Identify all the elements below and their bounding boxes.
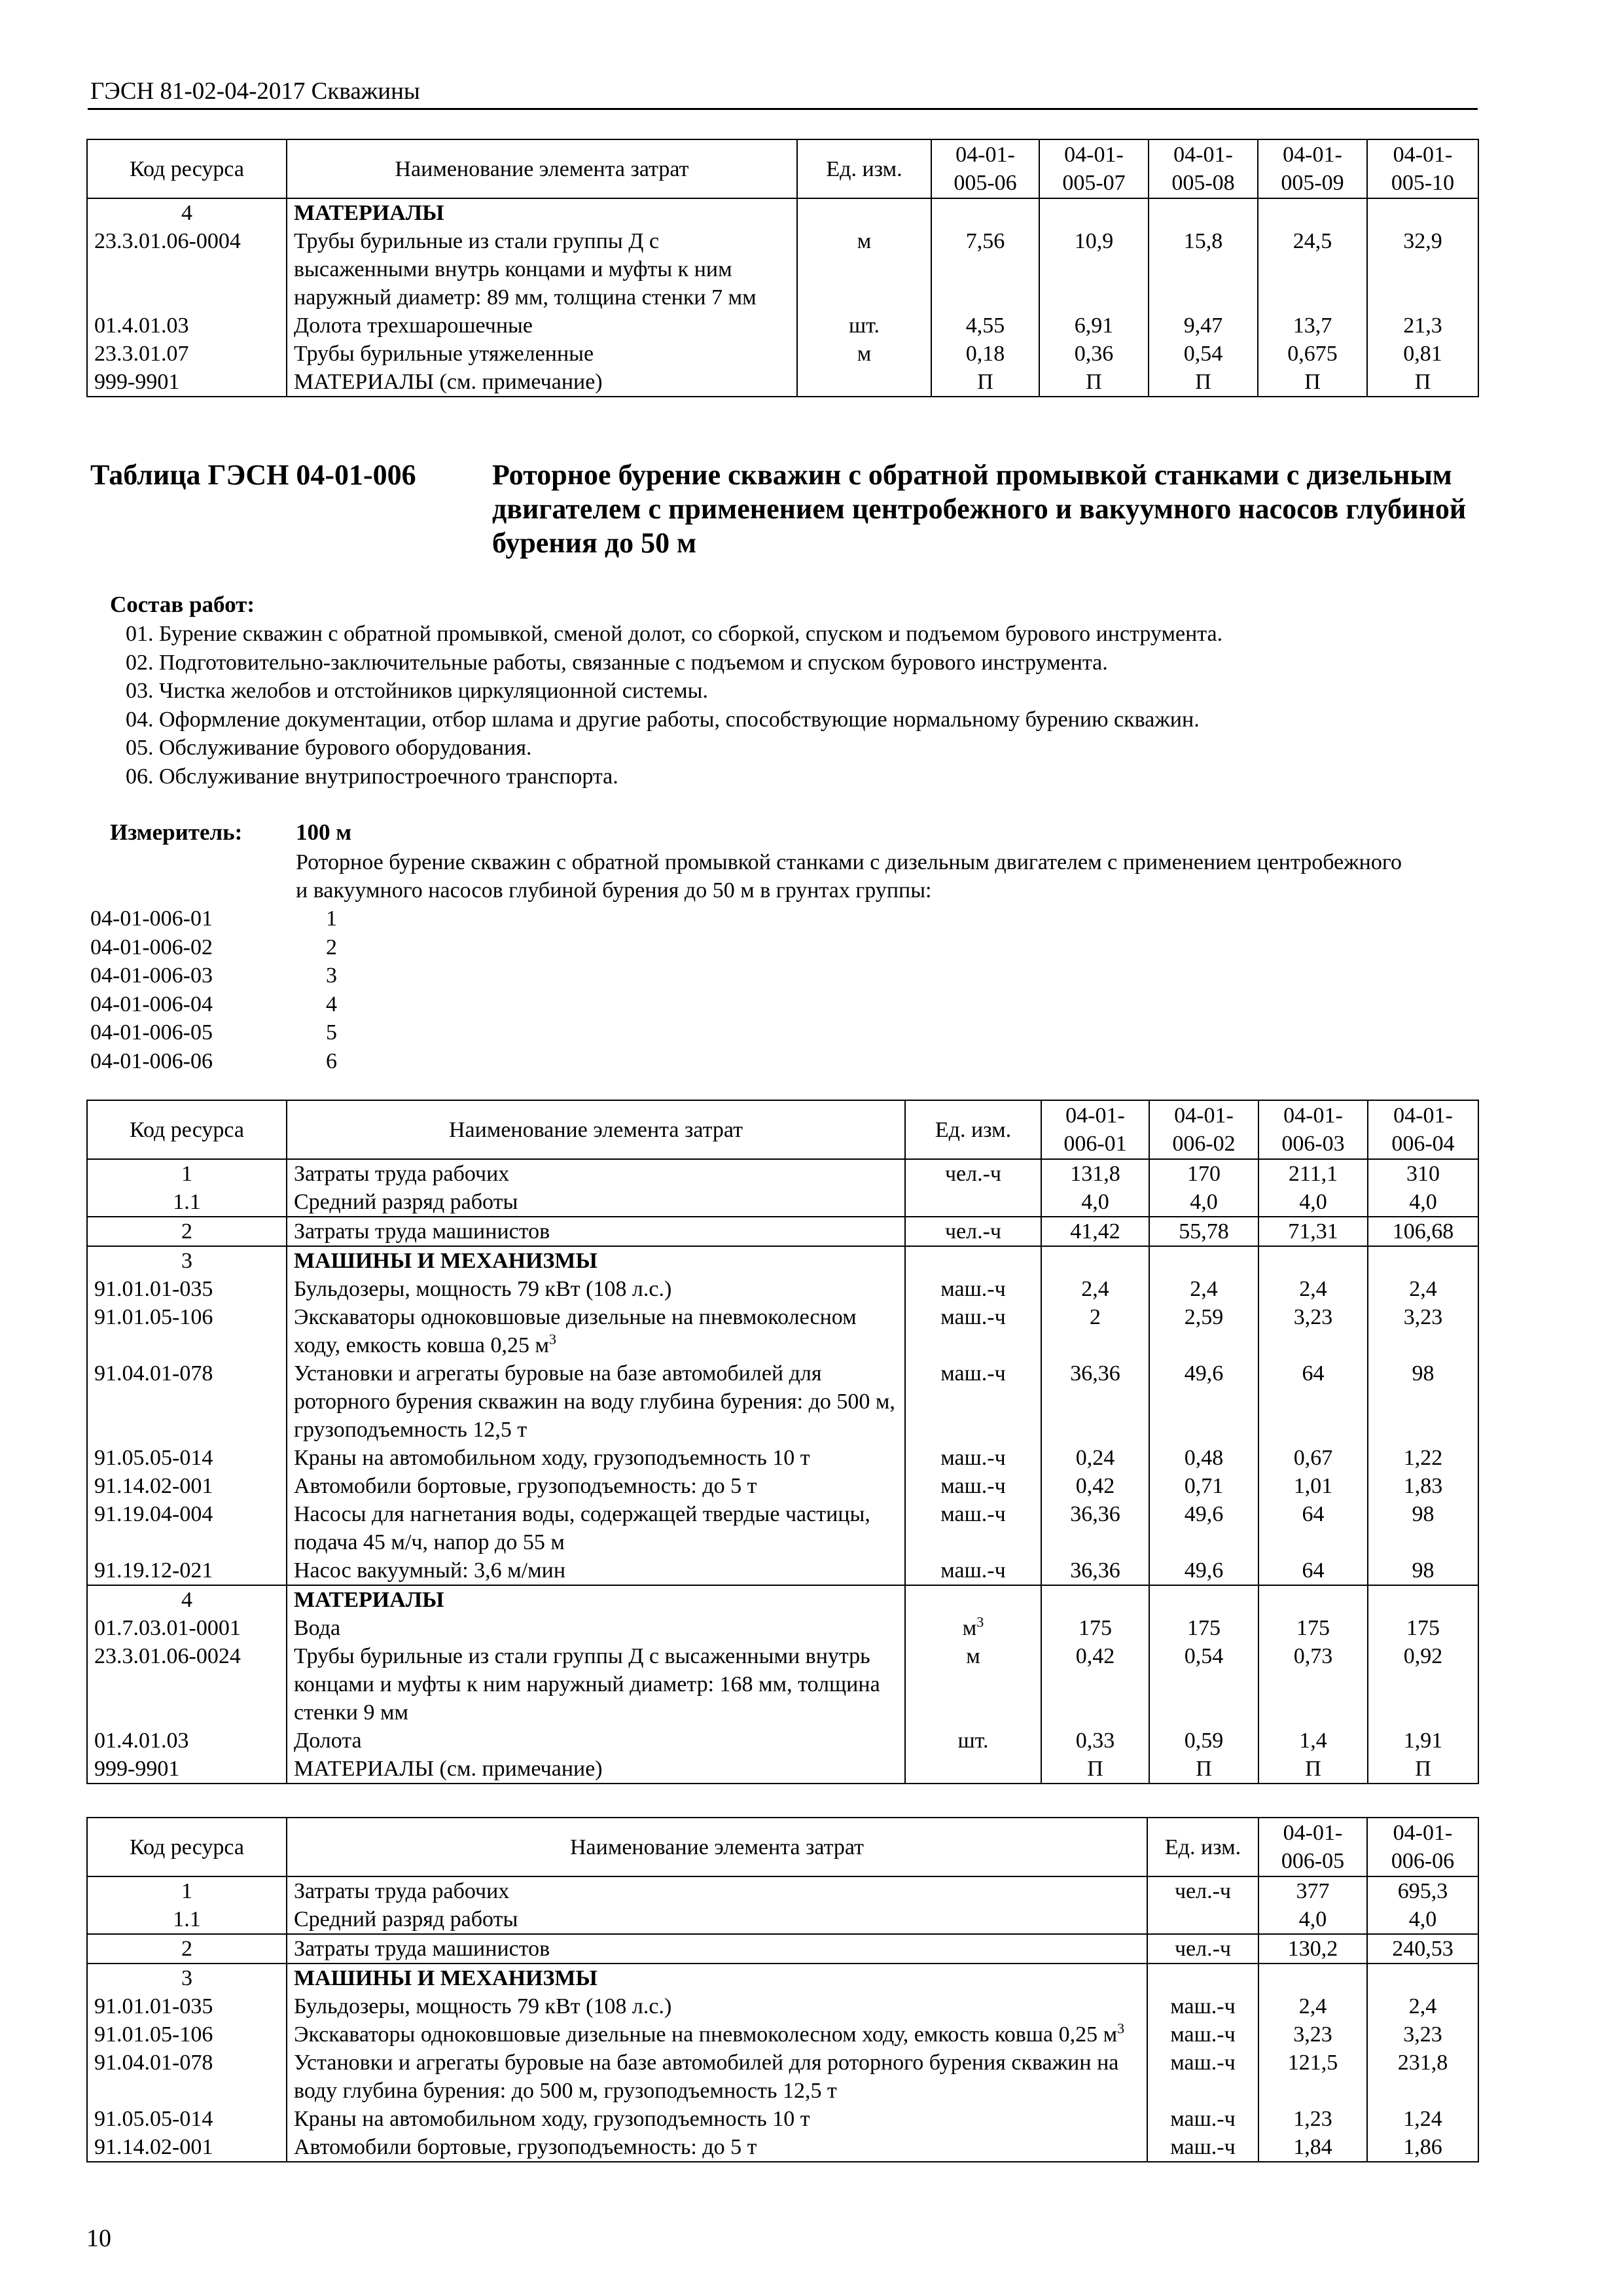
table-row: 91.14.02-001 Автомобили бортовые, грузоподъемность: до 5 т маш.-ч 0,42 0,71 1,01 1,83: [87, 1472, 1478, 1500]
header-rule: [88, 108, 1478, 110]
work-item: 01. Бурение скважин с обратной промывкой, сменой долот, со сборкой, спуском и подъемом бурового инструмента.: [126, 622, 1223, 646]
header-col-2: 04-01- 005-07: [1039, 139, 1149, 198]
table-row: 23.3.01.06-0024 Трубы бурильные из стали группы Д с высаженными внутрь концами и муфты к ним наружный диаметр: 168 мм, толщина стенки 9 мм м 0,42 0,54 0,73 0,92: [87, 1642, 1478, 1727]
table-row: 1.1 Средний разряд работы 4,0 4,0 4,0 4,0: [87, 1188, 1478, 1217]
header-col-5: 04-01- 005-10: [1367, 139, 1478, 198]
page-number: 10: [86, 2225, 111, 2252]
work-item: 06. Обслуживание внутрипостроечного транспорта.: [126, 764, 618, 789]
table-row: 2 Затраты труда машинистов чел.-ч 130,2 240,53: [87, 1934, 1478, 1964]
header-unit: Ед. изм.: [797, 139, 931, 198]
list-item: 04-01-006-03 3: [90, 963, 337, 988]
table-row: 91.01.01-035 Бульдозеры, мощность 79 кВт (108 л.с.) маш.-ч 2,4 2,4 2,4 2,4: [87, 1275, 1478, 1303]
table-label: Таблица ГЭСН 04-01-006: [90, 459, 416, 491]
header-unit: Ед. изм.: [1147, 1818, 1258, 1876]
table-row: 91.19.12-021 Насос вакуумный: 3,6 м/мин маш.-ч 36,36 49,6 64 98: [87, 1556, 1478, 1585]
table-row: 91.04.01-078 Установки и агрегаты буровые на базе автомобилей для роторного бурения скважин на воду глубина бурения: до 500 м, грузоподъемность 12,5 т маш.-ч 121,5 231,8: [87, 2049, 1478, 2105]
table-row: 1 Затраты труда рабочих чел.-ч 131,8 170 211,1 310: [87, 1159, 1478, 1188]
header-unit: Ед. изм.: [905, 1100, 1041, 1159]
table-row: 999-9901 МАТЕРИАЛЫ (см. примечание) П П П П: [87, 1755, 1478, 1784]
list-item: 04-01-006-05 5: [90, 1020, 337, 1045]
resource-table-006-a: [86, 1100, 1479, 1784]
table-row: 3 МАШИНЫ И МЕХАНИЗМЫ: [87, 1964, 1478, 1992]
header-name: Наименование элемента затрат: [287, 1100, 905, 1159]
table-row: 91.04.01-078 Установки и агрегаты буровые на базе автомобилей для роторного бурения скважин на воду глубина бурения: до 500 м, грузоподъемность 12,5 т маш.-ч 36,36 49,6 64 98: [87, 1359, 1478, 1444]
measure-label: Измеритель:: [110, 819, 243, 845]
table-row: 91.01.05-106 Экскаваторы одноковшовые дизельные на пневмоколесном ходу, емкость ковша 0,25 $м^3$ маш.-ч 2 2,59 3,23 3,23: [87, 1303, 1478, 1359]
list-item: 04-01-006-02 2: [90, 935, 337, 960]
header-code: Код ресурса: [87, 139, 287, 198]
header-col-4: 04-01- 006-04: [1368, 1100, 1478, 1159]
header-code: Код ресурса: [87, 1100, 287, 1159]
list-item: 04-01-006-06 6: [90, 1049, 337, 1073]
resource-table-006-b: [86, 1817, 1479, 2162]
work-item: 04. Оформление документации, отбор шлама и другие работы, способствующие нормальному бурению скважин.: [126, 707, 1200, 732]
header-col-3: 04-01- 006-03: [1258, 1100, 1368, 1159]
norm-code-list: [90, 905, 337, 1076]
table-row: 2 Затраты труда машинистов чел.-ч 41,42 55,78 71,31 106,68: [87, 1217, 1478, 1246]
table-row: 91.14.02-001 Автомобили бортовые, грузоподъемность: до 5 т маш.-ч 1,84 1,86: [87, 2133, 1478, 2162]
table-row: 01.4.01.03 Долота шт. 0,33 0,59 1,4 1,91: [87, 1727, 1478, 1755]
header-col-2: 04-01- 006-06: [1367, 1818, 1478, 1876]
work-composition-heading: Состав работ:: [110, 592, 255, 617]
list-item: 04-01-006-01 1: [90, 906, 337, 931]
table-row: 01.7.03.01-0001 Вода $м^3$ 175 175 175 175: [87, 1614, 1478, 1642]
table-row: 91.05.05-014 Краны на автомобильном ходу, грузоподъемность 10 т маш.-ч 0,24 0,48 0,67 1,22: [87, 1444, 1478, 1472]
list-item: 04-01-006-04 4: [90, 992, 337, 1016]
table-row: 91.19.04-004 Насосы для нагнетания воды, содержащей твердые частицы, подача 45 м/ч, напор до 55 м маш.-ч 36,36 49,6 64 98: [87, 1500, 1478, 1556]
table-row: 3 МАШИНЫ И МЕХАНИЗМЫ: [87, 1246, 1478, 1275]
header-col-1: 04-01- 005-06: [931, 139, 1039, 198]
resource-table-005: [86, 139, 1479, 397]
table-row: 91.05.05-014 Краны на автомобильном ходу, грузоподъемность 10 т маш.-ч 1,23 1,24: [87, 2105, 1478, 2133]
work-item: 05. Обслуживание бурового оборудования.: [126, 736, 532, 760]
table-row: 4 МАТЕРИАЛЫ: [87, 198, 1478, 227]
header-col-3: 04-01- 005-08: [1149, 139, 1258, 198]
measure-description: Роторное бурение скважин с обратной промывкой станками с дизельным двигателем с применением центробежного и вакуумного насосов глубиной бурения до 50 м в грунтах группы:: [296, 850, 1402, 903]
header-col-4: 04-01- 005-09: [1258, 139, 1367, 198]
table-row: 1 Затраты труда рабочих чел.-ч 377 695,3: [87, 1876, 1478, 1905]
header-code: Код ресурса: [87, 1818, 287, 1876]
table-row: 23.3.01.07 Трубы бурильные утяжеленные м 0,18 0,36 0,54 0,675 0,81: [87, 340, 1478, 368]
header-name: Наименование элемента затрат: [287, 139, 797, 198]
table-row: 4 МАТЕРИАЛЫ: [87, 1585, 1478, 1614]
header-col-1: 04-01- 006-01: [1041, 1100, 1149, 1159]
table-row: 999-9901 МАТЕРИАЛЫ (см. примечание) П П П П П: [87, 368, 1478, 397]
running-header: ГЭСН 81-02-04-2017 Скважины: [90, 78, 420, 105]
header-col-2: 04-01- 006-02: [1149, 1100, 1258, 1159]
table-row: 23.3.01.06-0004 Трубы бурильные из стали группы Д с высаженными внутрь концами и муфты к ним наружный диаметр: 89 мм, толщина стенки 7 мм м 7,56 10,9 15,8 24,5 32,9: [87, 227, 1478, 312]
header-col-1: 04-01- 006-05: [1258, 1818, 1367, 1876]
table-row: 91.01.05-106 Экскаваторы одноковшовые дизельные на пневмоколесном ходу, емкость ковша 0,25 $м^3$ маш.-ч 3,23 3,23: [87, 2020, 1478, 2049]
table-row: 01.4.01.03 Долота трехшарошечные шт. 4,55 6,91 9,47 13,7 21,3: [87, 312, 1478, 340]
work-composition-list: [126, 620, 1222, 791]
work-item: 03. Чистка желобов и отстойников циркуляционной системы.: [126, 679, 708, 703]
work-item: 02. Подготовительно-заключительные работы, связанные с подъемом и спуском бурового инструмента.: [126, 650, 1108, 675]
measure-value: 100 м: [296, 819, 352, 845]
header-name: Наименование элемента затрат: [287, 1818, 1147, 1876]
table-title: Роторное бурение скважин с обратной промывкой станками с дизельным двигателем с применением центробежного и вакуумного насосов глубиной бурения до 50 м: [492, 459, 1467, 559]
table-row: 91.01.01-035 Бульдозеры, мощность 79 кВт (108 л.с.) маш.-ч 2,4 2,4: [87, 1992, 1478, 2020]
table-row: 1.1 Средний разряд работы 4,0 4,0: [87, 1905, 1478, 1934]
